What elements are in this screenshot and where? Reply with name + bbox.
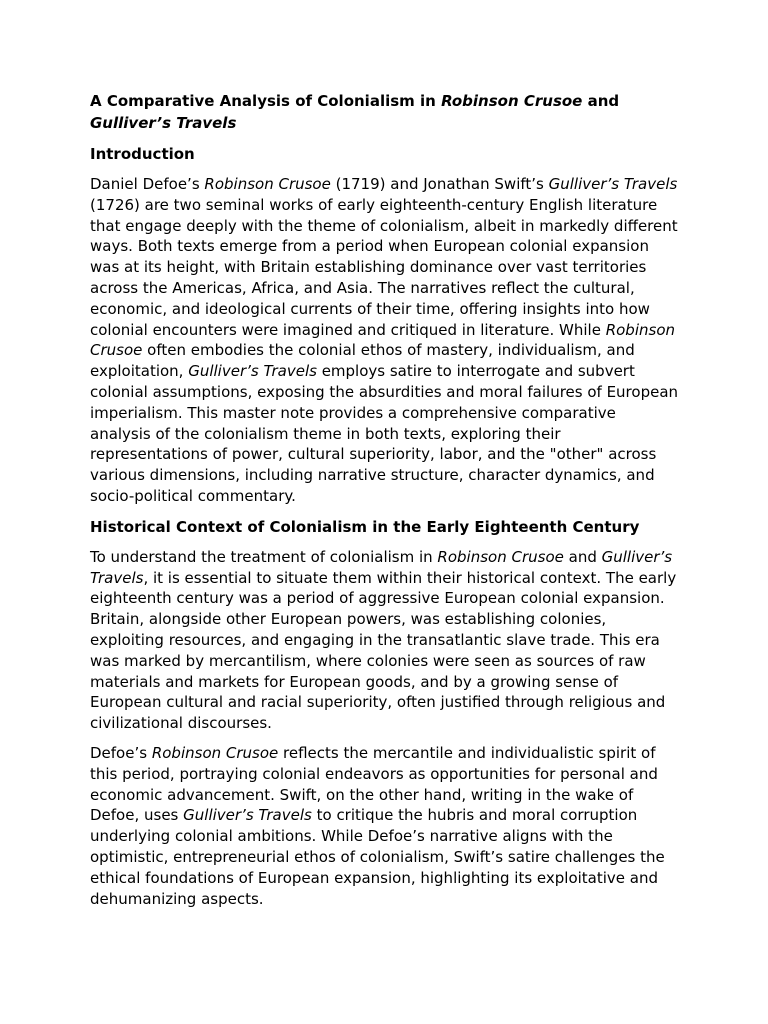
document-page bbox=[90, 90, 680, 918]
italic-title: Gulliver’s Travels bbox=[90, 547, 673, 587]
title-work-robinson-crusoe: Robinson Crusoe bbox=[441, 92, 583, 110]
text-run: often embodies the colonial ethos of mastery, individualism, and exploitation, bbox=[90, 341, 635, 381]
italic-title: Robinson Crusoe bbox=[151, 743, 279, 762]
text-run: reflects the mercantile and individualistic spirit of this period, portraying colonial endeavors as opportunities for personal and economic advancement. Swift, on the other hand, writing in the wake of Defoe, uses bbox=[90, 743, 658, 825]
text-run: and bbox=[563, 547, 602, 566]
italic-title: Robinson Crusoe bbox=[90, 320, 675, 360]
history-paragraph-2 bbox=[90, 743, 680, 909]
history-paragraph-1 bbox=[90, 547, 680, 734]
intro-paragraph bbox=[90, 174, 680, 507]
text-run: to critique the hubris and moral corruption underlying colonial ambitions. While Defoe’s narrative aligns with the optimistic, entrepreneurial ethos of colonialism, Swift’s satire challenges the ethical foundations of European expansion, highlighting its exploitative and dehumanizing aspects. bbox=[90, 806, 665, 908]
text-run: Defoe’s bbox=[90, 743, 152, 762]
title-work-gullivers-travels: Gulliver’s Travels bbox=[90, 114, 237, 132]
text-run: employs satire to interrogate and subvert colonial assumptions, exposing the absurdities and moral failures of European imperialism. This master note provides a comprehensive comparative analysis of the colonialism theme in both texts, exploring their representations of power, cultural superiority, labor, and the "other" across various dimensions, including narrative structure, character dynamics, and socio-political commentary. bbox=[90, 362, 679, 505]
text-run: (1719) and Jonathan Swift’s bbox=[330, 175, 549, 193]
italic-title: Gulliver’s Travels bbox=[188, 362, 317, 381]
title-prefix: A Comparative Analysis of Colonialism in bbox=[90, 92, 442, 110]
text-run: Daniel Defoe’s bbox=[90, 175, 205, 193]
document-title bbox=[90, 90, 680, 134]
italic-title: Robinson Crusoe bbox=[437, 547, 564, 566]
text-run: (1726) are two seminal works of early eighteenth-century English literature that engage deeply with the theme of colonialism, albeit in markedly different ways. Both texts emerge from a period when European colonial expansion was at its height, with Britain establishing dominance over vast territories across the Americas, Africa, and Asia. The narratives reflect the cultural, economic, and ideological currents of their time, offering insights into how colonial encounters were imagined and critiqued in literature. While bbox=[90, 195, 678, 339]
heading-historical-context: Historical Context of Colonialism in the Early Eighteenth Century bbox=[90, 517, 640, 536]
italic-title: Robinson Crusoe bbox=[204, 175, 331, 193]
title-mid: and bbox=[582, 92, 620, 110]
italic-title: Gulliver’s Travels bbox=[548, 175, 678, 193]
text-run: , it is essential to situate them within their historical context. The early eighteenth century was a period of aggressive European colonial expansion. Britain, alongside other European powers, was establishing colonies, exploiting resources, and engaging in the transatlantic slave trade. This era was marked by mercantilism, where colonies were seen as sources of raw materials and markets for European goods, and by a growing sense of European cultural and racial superiority, often justified through religious and civilizational discourses. bbox=[90, 568, 677, 733]
text-run: To understand the treatment of colonialism in bbox=[90, 547, 438, 566]
heading-introduction: Introduction bbox=[90, 145, 195, 163]
italic-title: Gulliver’s Travels bbox=[183, 806, 312, 825]
